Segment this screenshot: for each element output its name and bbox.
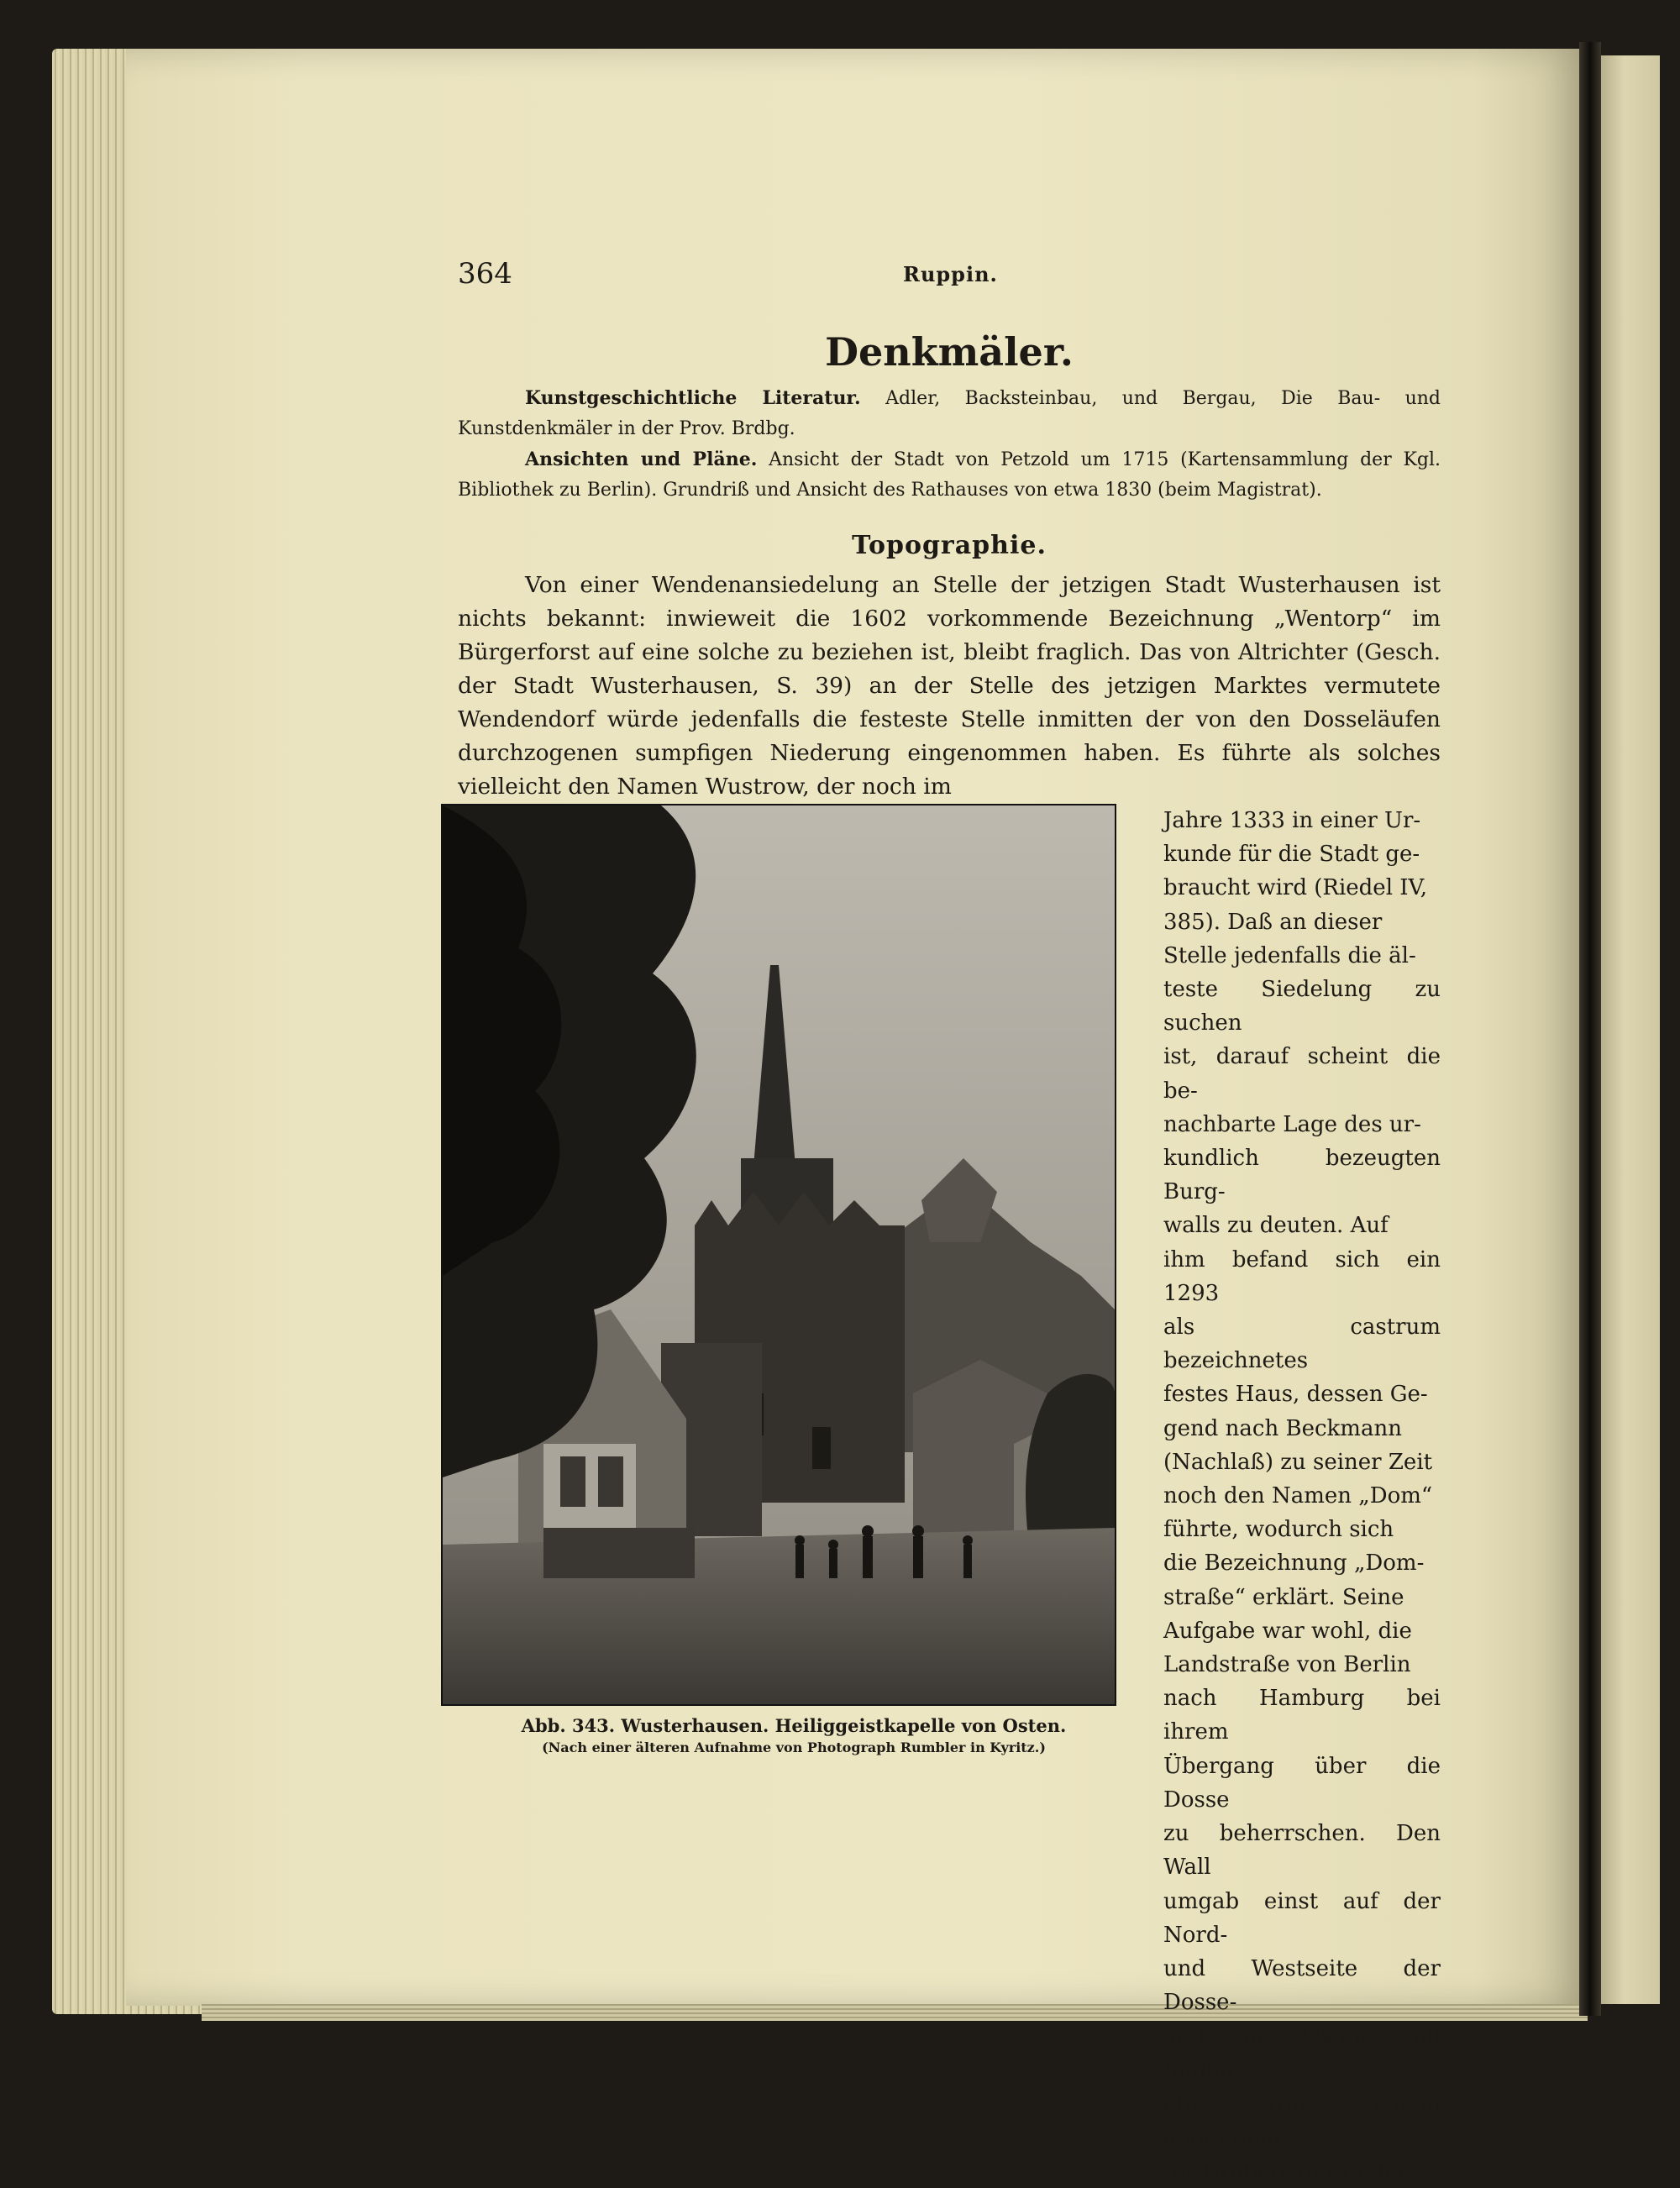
section-heading: Denkmäler. — [825, 329, 1074, 375]
literature-text: Adler, Backsteinbau, und Bergau, Die Bau- und Kunstdenkmäler in der Prov. Brdbg. — [458, 388, 1441, 439]
side-line: die Bezeichnung „Dom- — [1163, 1550, 1425, 1577]
side-line: nach Hamburg bei ihrem — [1163, 1686, 1441, 1745]
side-line: führte, wodurch sich — [1163, 1517, 1394, 1543]
page-number: 364 — [458, 257, 512, 291]
facing-page-edge — [1601, 55, 1660, 2004]
book-gutter — [1579, 42, 1601, 2016]
literature-entry — [458, 383, 1441, 444]
side-line: (Nachlaß) zu seiner Zeit — [1163, 1449, 1433, 1475]
side-line: Stelle jedenfalls die äl- — [1163, 942, 1416, 968]
side-line: gend nach Beckmann — [1163, 1415, 1402, 1441]
side-line: Übergang über die Dosse — [1163, 1753, 1441, 1813]
side-line: Landstraße von Berlin — [1163, 1652, 1411, 1678]
figure-area — [458, 804, 1441, 2185]
side-line: 385). Daß an dieser — [1163, 909, 1383, 935]
running-head — [458, 252, 1441, 302]
side-line: kundlich bezeugten Burg- — [1163, 1146, 1441, 1205]
side-line: ihm befand sich ein 1293 — [1163, 1246, 1441, 1306]
figure-caption-credit: (Nach einer älteren Aufnahme von Photograph Rumbler in Kyritz.) — [542, 1739, 1046, 1755]
running-title: Ruppin. — [903, 262, 998, 286]
side-column-text — [1163, 804, 1441, 2188]
side-line: braucht wird (Riedel IV, — [1163, 875, 1428, 901]
side-line: als castrum bezeichnetes — [1163, 1314, 1441, 1374]
side-line: zu beherrschen. Den Wall — [1163, 1821, 1441, 1881]
side-line: umgab einst auf der Nord- — [1163, 1888, 1441, 1948]
side-line: noch den Namen „Dom“ — [1163, 1483, 1433, 1509]
side-line: ein von jenem abgezweig- — [1163, 2091, 1441, 2150]
side-line: teste Siedelung zu suchen — [1163, 977, 1441, 1036]
side-line: straße“ erklärt. Seine — [1163, 1584, 1404, 1610]
views-label: Ansichten und Pläne. — [525, 449, 758, 470]
views-entry — [458, 444, 1441, 506]
side-line: Jahre 1333 in einer Ur- — [1163, 808, 1421, 833]
topography-paragraph: Von einer Wendenansiedelung an Stelle der jetzigen Stadt Wusterhausen ist nichts bekannt: inwieweit die 1602 vorkommende Bezeichnung „Wentorp“ im Bürgerforst auf eine solche zu beziehen ist, bleibt fraglich. Das von Altrichter (Gesch. der Stadt Wusterhausen, S. 39) an der Stelle des jetzigen Marktes vermutete Wendendorf würde jedenfalls die festeste Stelle inmitten der von den Dosseläufen durchzogenen sumpfigen Niederung eingenommen haben. Es führte als solches vielleicht den Namen Wustrow, der noch im — [458, 572, 1441, 800]
literature-label: Kunstgeschichtliche Literatur. — [525, 387, 861, 409]
side-line: ist, darauf scheint die be- — [1163, 1044, 1441, 1104]
figure-caption-title: Abb. 343. Wusterhausen. Heiliggeistkapelle von Osten. — [521, 1715, 1067, 1736]
side-line: kunde für die Stadt ge- — [1163, 842, 1420, 868]
page-content — [458, 252, 1441, 2185]
side-line: festes Haus, dessen Ge- — [1163, 1382, 1428, 1408]
side-line: Aufgabe war wohl, die — [1163, 1618, 1412, 1644]
side-line: ter Graben, der in der — [1163, 2159, 1409, 2185]
subheading-topographie: Topographie. — [852, 531, 1047, 560]
side-line: walls zu deuten. Auf — [1163, 1213, 1389, 1239]
church-photo — [441, 804, 1116, 1706]
side-line: nachbarte Lage des ur- — [1163, 1111, 1421, 1137]
figure-caption — [458, 1715, 1130, 1755]
views-text: Ansicht der Stadt von Petzold um 1715 (Kartensammlung der Kgl. Bibliothek zu Berlin). Grundriß und Ansicht des Rathauses von etwa 1830 (beim Magistrat). — [458, 449, 1441, 501]
side-line: und Westseite der Dosse- — [1163, 1955, 1441, 2016]
side-line: lauf, im Osten und Süden — [1163, 2023, 1441, 2083]
